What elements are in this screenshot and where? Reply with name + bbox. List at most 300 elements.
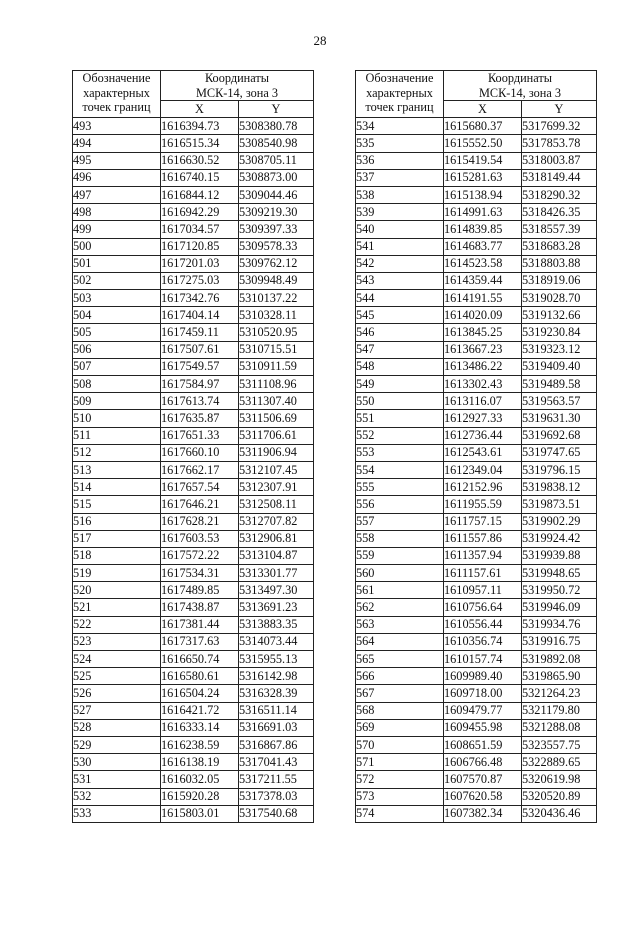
table-row	[73, 324, 314, 341]
point-number: 517	[73, 530, 161, 547]
y-value: 5319892.08	[522, 651, 597, 668]
point-number: 509	[73, 393, 161, 410]
y-value: 5319489.58	[522, 376, 597, 393]
table-row	[73, 152, 314, 169]
point-number: 547	[356, 341, 444, 358]
table-row	[73, 599, 314, 616]
table-row	[73, 204, 314, 221]
y-value: 5319934.76	[522, 616, 597, 633]
table-row	[73, 238, 314, 255]
y-value: 5311307.40	[239, 393, 314, 410]
y-value: 5309948.49	[239, 272, 314, 289]
y-value: 5319028.70	[522, 290, 597, 307]
table-row	[73, 169, 314, 186]
x-value: 1617635.87	[161, 410, 239, 427]
x-value: 1615138.94	[444, 186, 522, 203]
x-value: 1606766.48	[444, 754, 522, 771]
y-value: 5316691.03	[239, 719, 314, 736]
y-value: 5319950.72	[522, 582, 597, 599]
table-row	[73, 771, 314, 788]
point-number: 513	[73, 461, 161, 478]
point-number: 504	[73, 307, 161, 324]
coordinates-table-left	[72, 70, 314, 823]
x-value: 1611157.61	[444, 565, 522, 582]
x-value: 1612543.61	[444, 444, 522, 461]
point-number: 550	[356, 393, 444, 410]
point-number: 572	[356, 771, 444, 788]
x-value: 1616942.29	[161, 204, 239, 221]
point-number: 523	[73, 633, 161, 650]
table-row	[356, 204, 597, 221]
x-value: 1616238.59	[161, 736, 239, 753]
y-value: 5313691.23	[239, 599, 314, 616]
y-value: 5321179.80	[522, 702, 597, 719]
x-value: 1612927.33	[444, 410, 522, 427]
point-number: 552	[356, 427, 444, 444]
y-value: 5320520.89	[522, 788, 597, 805]
point-number: 505	[73, 324, 161, 341]
x-value: 1616580.61	[161, 668, 239, 685]
point-number: 574	[356, 805, 444, 822]
y-value: 5318149.44	[522, 169, 597, 186]
x-value: 1617651.33	[161, 427, 239, 444]
point-number: 566	[356, 668, 444, 685]
point-number: 500	[73, 238, 161, 255]
table-row	[356, 754, 597, 771]
table-row	[73, 565, 314, 582]
y-value: 5316328.39	[239, 685, 314, 702]
y-value: 5309044.46	[239, 186, 314, 203]
y-value: 5309219.30	[239, 204, 314, 221]
y-value: 5316867.86	[239, 736, 314, 753]
table-row	[356, 272, 597, 289]
designation-header: Обозначение характерных точек границ	[356, 71, 444, 118]
y-value: 5319924.42	[522, 530, 597, 547]
table-row	[73, 547, 314, 564]
y-value: 5319865.90	[522, 668, 597, 685]
x-value: 1616504.24	[161, 685, 239, 702]
x-value: 1614523.58	[444, 255, 522, 272]
table-row	[356, 496, 597, 513]
table-row	[356, 702, 597, 719]
y-value: 5319230.84	[522, 324, 597, 341]
table-row	[356, 565, 597, 582]
table-row	[356, 479, 597, 496]
x-value: 1617657.54	[161, 479, 239, 496]
table-row	[356, 238, 597, 255]
y-value: 5318003.87	[522, 152, 597, 169]
y-value: 5308705.11	[239, 152, 314, 169]
x-value: 1615552.50	[444, 135, 522, 152]
point-number: 498	[73, 204, 161, 221]
y-value: 5319563.57	[522, 393, 597, 410]
table-row	[356, 736, 597, 753]
x-value: 1612152.96	[444, 479, 522, 496]
table-row	[73, 736, 314, 753]
x-value: 1610157.74	[444, 651, 522, 668]
table-row	[356, 410, 597, 427]
point-number: 564	[356, 633, 444, 650]
x-value: 1607620.58	[444, 788, 522, 805]
point-number: 516	[73, 513, 161, 530]
x-value: 1616394.73	[161, 118, 239, 135]
point-number: 501	[73, 255, 161, 272]
x-value: 1617603.53	[161, 530, 239, 547]
x-value: 1607570.87	[444, 771, 522, 788]
table-row	[73, 496, 314, 513]
point-number: 499	[73, 221, 161, 238]
y-value: 5312906.81	[239, 530, 314, 547]
table-row	[356, 444, 597, 461]
table-row	[356, 530, 597, 547]
point-number: 512	[73, 444, 161, 461]
y-value: 5313301.77	[239, 565, 314, 582]
point-number: 571	[356, 754, 444, 771]
table-row	[356, 771, 597, 788]
point-number: 537	[356, 169, 444, 186]
y-value: 5319946.09	[522, 599, 597, 616]
y-value: 5317378.03	[239, 788, 314, 805]
x-value: 1613116.07	[444, 393, 522, 410]
y-value: 5310328.11	[239, 307, 314, 324]
table-row	[73, 393, 314, 410]
x-value: 1610556.44	[444, 616, 522, 633]
table-row	[73, 633, 314, 650]
x-value: 1614683.77	[444, 238, 522, 255]
y-value: 5310911.59	[239, 358, 314, 375]
x-value: 1617489.85	[161, 582, 239, 599]
table-row	[356, 290, 597, 307]
table-row	[73, 668, 314, 685]
table-row	[73, 582, 314, 599]
y-value: 5319796.15	[522, 461, 597, 478]
point-number: 530	[73, 754, 161, 771]
point-number: 545	[356, 307, 444, 324]
table-row	[356, 616, 597, 633]
point-number: 526	[73, 685, 161, 702]
y-value: 5319132.66	[522, 307, 597, 324]
point-number: 557	[356, 513, 444, 530]
y-value: 5321264.23	[522, 685, 597, 702]
y-value: 5311108.96	[239, 376, 314, 393]
x-value: 1610356.74	[444, 633, 522, 650]
coordinates-table-right	[355, 70, 597, 823]
x-value: 1617549.57	[161, 358, 239, 375]
table-row	[356, 427, 597, 444]
x-value: 1617459.11	[161, 324, 239, 341]
table-row	[356, 307, 597, 324]
point-number: 508	[73, 376, 161, 393]
table-body	[356, 118, 597, 823]
point-number: 573	[356, 788, 444, 805]
x-value: 1608651.59	[444, 736, 522, 753]
y-value: 5308380.78	[239, 118, 314, 135]
table-row	[73, 754, 314, 771]
x-value: 1617438.87	[161, 599, 239, 616]
point-number: 556	[356, 496, 444, 513]
x-value: 1609718.00	[444, 685, 522, 702]
y-value: 5309578.33	[239, 238, 314, 255]
x-value: 1614020.09	[444, 307, 522, 324]
table-row	[73, 307, 314, 324]
point-number: 497	[73, 186, 161, 203]
table-row	[356, 393, 597, 410]
point-number: 524	[73, 651, 161, 668]
point-number: 507	[73, 358, 161, 375]
y-value: 5316142.98	[239, 668, 314, 685]
point-number: 541	[356, 238, 444, 255]
x-value: 1615680.37	[444, 118, 522, 135]
table-row	[356, 358, 597, 375]
table-row	[356, 513, 597, 530]
point-number: 548	[356, 358, 444, 375]
table-row	[356, 668, 597, 685]
point-number: 568	[356, 702, 444, 719]
point-number: 560	[356, 565, 444, 582]
x-value: 1617628.21	[161, 513, 239, 530]
y-value: 5319939.88	[522, 547, 597, 564]
x-value: 1616515.34	[161, 135, 239, 152]
x-value: 1617584.97	[161, 376, 239, 393]
y-value: 5319902.29	[522, 513, 597, 530]
point-number: 503	[73, 290, 161, 307]
y-value: 5310715.51	[239, 341, 314, 358]
point-number: 535	[356, 135, 444, 152]
table-row	[73, 376, 314, 393]
x-value: 1617660.10	[161, 444, 239, 461]
y-header: Y	[522, 101, 597, 118]
x-value: 1617404.14	[161, 307, 239, 324]
table-row	[73, 479, 314, 496]
y-value: 5311506.69	[239, 410, 314, 427]
table-row	[356, 376, 597, 393]
point-number: 543	[356, 272, 444, 289]
table-row	[73, 410, 314, 427]
x-value: 1609989.40	[444, 668, 522, 685]
table-row	[73, 719, 314, 736]
point-number: 532	[73, 788, 161, 805]
x-value: 1617646.21	[161, 496, 239, 513]
point-number: 514	[73, 479, 161, 496]
table-row	[73, 788, 314, 805]
x-value: 1617572.22	[161, 547, 239, 564]
point-number: 540	[356, 221, 444, 238]
table-row	[73, 805, 314, 822]
y-value: 5308873.00	[239, 169, 314, 186]
point-number: 534	[356, 118, 444, 135]
x-value: 1614839.85	[444, 221, 522, 238]
x-value: 1617534.31	[161, 565, 239, 582]
y-value: 5312508.11	[239, 496, 314, 513]
x-value: 1611557.86	[444, 530, 522, 547]
point-number: 511	[73, 427, 161, 444]
point-number: 494	[73, 135, 161, 152]
point-number: 539	[356, 204, 444, 221]
point-number: 531	[73, 771, 161, 788]
y-value: 5319631.30	[522, 410, 597, 427]
y-value: 5318683.28	[522, 238, 597, 255]
x-value: 1616032.05	[161, 771, 239, 788]
table-row	[73, 186, 314, 203]
point-number: 538	[356, 186, 444, 203]
x-value: 1616421.72	[161, 702, 239, 719]
table-body	[73, 118, 314, 823]
point-number: 520	[73, 582, 161, 599]
y-value: 5312307.91	[239, 479, 314, 496]
point-number: 533	[73, 805, 161, 822]
table-row	[356, 186, 597, 203]
x-value: 1610957.11	[444, 582, 522, 599]
x-value: 1616333.14	[161, 719, 239, 736]
x-value: 1613667.23	[444, 341, 522, 358]
point-number: 496	[73, 169, 161, 186]
y-value: 5311706.61	[239, 427, 314, 444]
y-value: 5319409.40	[522, 358, 597, 375]
x-value: 1612349.04	[444, 461, 522, 478]
table-row	[356, 788, 597, 805]
table-row	[356, 221, 597, 238]
table-row	[73, 290, 314, 307]
table-row	[356, 599, 597, 616]
y-value: 5318290.32	[522, 186, 597, 203]
y-value: 5319873.51	[522, 496, 597, 513]
table-row	[356, 152, 597, 169]
point-number: 551	[356, 410, 444, 427]
table-row	[73, 685, 314, 702]
x-header: X	[161, 101, 239, 118]
table-row	[356, 547, 597, 564]
x-value: 1617201.03	[161, 255, 239, 272]
y-value: 5320436.46	[522, 805, 597, 822]
x-value: 1617342.76	[161, 290, 239, 307]
table-row	[73, 702, 314, 719]
table-row	[356, 582, 597, 599]
point-number: 529	[73, 736, 161, 753]
table-row	[73, 513, 314, 530]
table-row	[73, 651, 314, 668]
y-value: 5312107.45	[239, 461, 314, 478]
y-value: 5317211.55	[239, 771, 314, 788]
point-number: 510	[73, 410, 161, 427]
x-value: 1613486.22	[444, 358, 522, 375]
point-number: 521	[73, 599, 161, 616]
x-value: 1611757.15	[444, 513, 522, 530]
x-value: 1616650.74	[161, 651, 239, 668]
point-number: 559	[356, 547, 444, 564]
y-value: 5315955.13	[239, 651, 314, 668]
table-row	[73, 272, 314, 289]
point-number: 525	[73, 668, 161, 685]
table-row	[356, 633, 597, 650]
designation-header: Обозначение характерных точек границ	[73, 71, 161, 118]
x-value: 1613302.43	[444, 376, 522, 393]
y-value: 5313104.87	[239, 547, 314, 564]
point-number: 553	[356, 444, 444, 461]
point-number: 544	[356, 290, 444, 307]
table-row	[73, 444, 314, 461]
y-value: 5317699.32	[522, 118, 597, 135]
point-number: 561	[356, 582, 444, 599]
x-value: 1617507.61	[161, 341, 239, 358]
y-value: 5319948.65	[522, 565, 597, 582]
x-value: 1617381.44	[161, 616, 239, 633]
x-value: 1616138.19	[161, 754, 239, 771]
point-number: 536	[356, 152, 444, 169]
table-row	[73, 221, 314, 238]
x-value: 1609479.77	[444, 702, 522, 719]
y-value: 5309397.33	[239, 221, 314, 238]
point-number: 563	[356, 616, 444, 633]
x-value: 1617275.03	[161, 272, 239, 289]
y-value: 5318919.06	[522, 272, 597, 289]
y-value: 5316511.14	[239, 702, 314, 719]
y-value: 5311906.94	[239, 444, 314, 461]
table-row	[356, 169, 597, 186]
table-row	[356, 651, 597, 668]
x-value: 1611955.59	[444, 496, 522, 513]
y-value: 5313497.30	[239, 582, 314, 599]
x-value: 1617662.17	[161, 461, 239, 478]
point-number: 570	[356, 736, 444, 753]
x-value: 1610756.64	[444, 599, 522, 616]
table-row	[73, 341, 314, 358]
point-number: 569	[356, 719, 444, 736]
x-value: 1614191.55	[444, 290, 522, 307]
y-value: 5317041.43	[239, 754, 314, 771]
x-value: 1616740.15	[161, 169, 239, 186]
table-row	[73, 255, 314, 272]
point-number: 546	[356, 324, 444, 341]
point-number: 558	[356, 530, 444, 547]
point-number: 542	[356, 255, 444, 272]
y-value: 5313883.35	[239, 616, 314, 633]
table-row	[356, 461, 597, 478]
y-value: 5319692.68	[522, 427, 597, 444]
y-value: 5318426.35	[522, 204, 597, 221]
table-row	[73, 118, 314, 135]
y-value: 5310137.22	[239, 290, 314, 307]
table-row	[356, 685, 597, 702]
y-value: 5319747.65	[522, 444, 597, 461]
table-row	[356, 135, 597, 152]
y-value: 5322889.65	[522, 754, 597, 771]
y-value: 5319838.12	[522, 479, 597, 496]
x-value: 1617120.85	[161, 238, 239, 255]
table-row	[356, 341, 597, 358]
point-number: 518	[73, 547, 161, 564]
y-value: 5317540.68	[239, 805, 314, 822]
y-value: 5308540.98	[239, 135, 314, 152]
y-value: 5320619.98	[522, 771, 597, 788]
point-number: 528	[73, 719, 161, 736]
table-row	[73, 461, 314, 478]
point-number: 519	[73, 565, 161, 582]
y-value: 5314073.44	[239, 633, 314, 650]
point-number: 554	[356, 461, 444, 478]
point-number: 549	[356, 376, 444, 393]
coordinates-header: Координаты МСК-14, зона 3	[444, 71, 597, 101]
x-value: 1612736.44	[444, 427, 522, 444]
point-number: 567	[356, 685, 444, 702]
y-value: 5323557.75	[522, 736, 597, 753]
x-value: 1616630.52	[161, 152, 239, 169]
x-value: 1614359.44	[444, 272, 522, 289]
table-row	[73, 135, 314, 152]
point-number: 522	[73, 616, 161, 633]
x-value: 1615920.28	[161, 788, 239, 805]
x-value: 1607382.34	[444, 805, 522, 822]
x-header: X	[444, 101, 522, 118]
